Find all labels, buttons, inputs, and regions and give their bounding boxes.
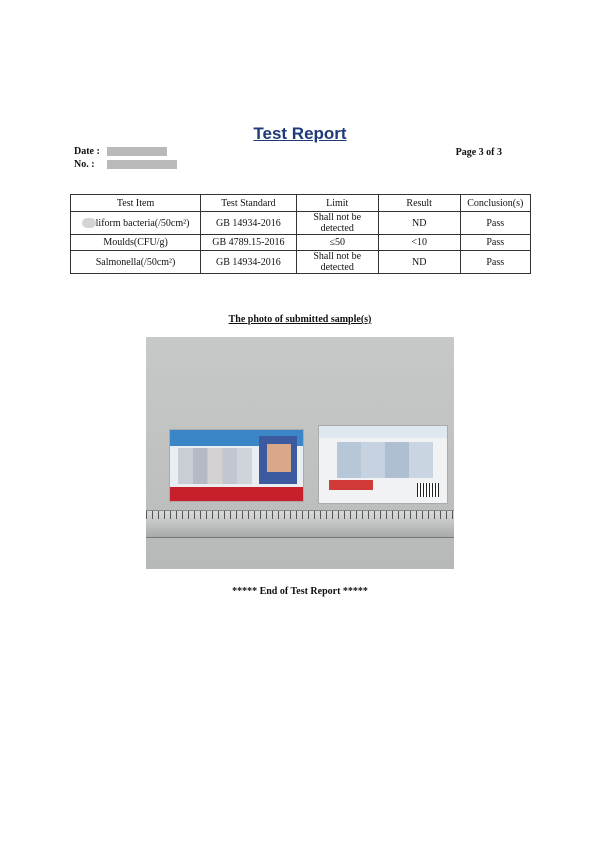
table-row — [71, 235, 531, 251]
cell-test-item: liform bacteria(/50cm²) — [71, 212, 201, 235]
cell-test-standard: GB 14934-2016 — [201, 251, 297, 274]
number-line — [74, 159, 177, 170]
page-indicator: Page 3 of 3 — [455, 147, 502, 158]
barcode — [417, 483, 439, 497]
package-red-label — [329, 480, 373, 490]
blurred-text — [82, 218, 96, 228]
cell-limit: Shall not be detected — [296, 251, 378, 274]
cell-result: <10 — [378, 235, 460, 251]
pixelated-area — [337, 442, 433, 478]
package-face — [267, 444, 291, 472]
results-table — [70, 194, 531, 274]
photo-caption: The photo of submitted sample(s) — [228, 314, 372, 325]
header-test-item: Test Item — [71, 195, 201, 212]
ruler — [146, 510, 454, 538]
cell-test-standard: GB 4789.15-2016 — [201, 235, 297, 251]
cell-conclusion: Pass — [460, 235, 530, 251]
end-of-report: ***** End of Test Report ***** — [232, 586, 368, 597]
table-header-row — [71, 195, 531, 212]
cell-test-standard: GB 14934-2016 — [201, 212, 297, 235]
cell-test-item: Moulds(CFU/g) — [71, 235, 201, 251]
number-label: No. : — [74, 159, 95, 170]
date-redacted — [107, 147, 167, 156]
sample-photo — [146, 337, 454, 569]
ruler-ticks — [146, 511, 454, 519]
package-header — [319, 426, 447, 438]
header-test-standard: Test Standard — [201, 195, 297, 212]
header-result: Result — [378, 195, 460, 212]
header-conclusion: Conclusion(s) — [460, 195, 530, 212]
date-line — [74, 146, 167, 157]
number-redacted — [107, 160, 177, 169]
table-row — [71, 212, 531, 235]
pixelated-area — [178, 448, 252, 484]
cell-limit: ≤50 — [296, 235, 378, 251]
cell-result: ND — [378, 212, 460, 235]
header-limit: Limit — [296, 195, 378, 212]
date-label: Date : — [74, 146, 100, 157]
sample-package-back — [318, 425, 448, 504]
cell-conclusion: Pass — [460, 251, 530, 274]
cell-limit: Shall not be detected — [296, 212, 378, 235]
report-title: Test Report — [253, 124, 347, 143]
cell-result: ND — [378, 251, 460, 274]
sample-package-front — [169, 429, 304, 502]
cell-test-item: Salmonella(/50cm²) — [71, 251, 201, 274]
cell-conclusion: Pass — [460, 212, 530, 235]
table-row — [71, 251, 531, 274]
package-red-strip — [170, 487, 303, 501]
